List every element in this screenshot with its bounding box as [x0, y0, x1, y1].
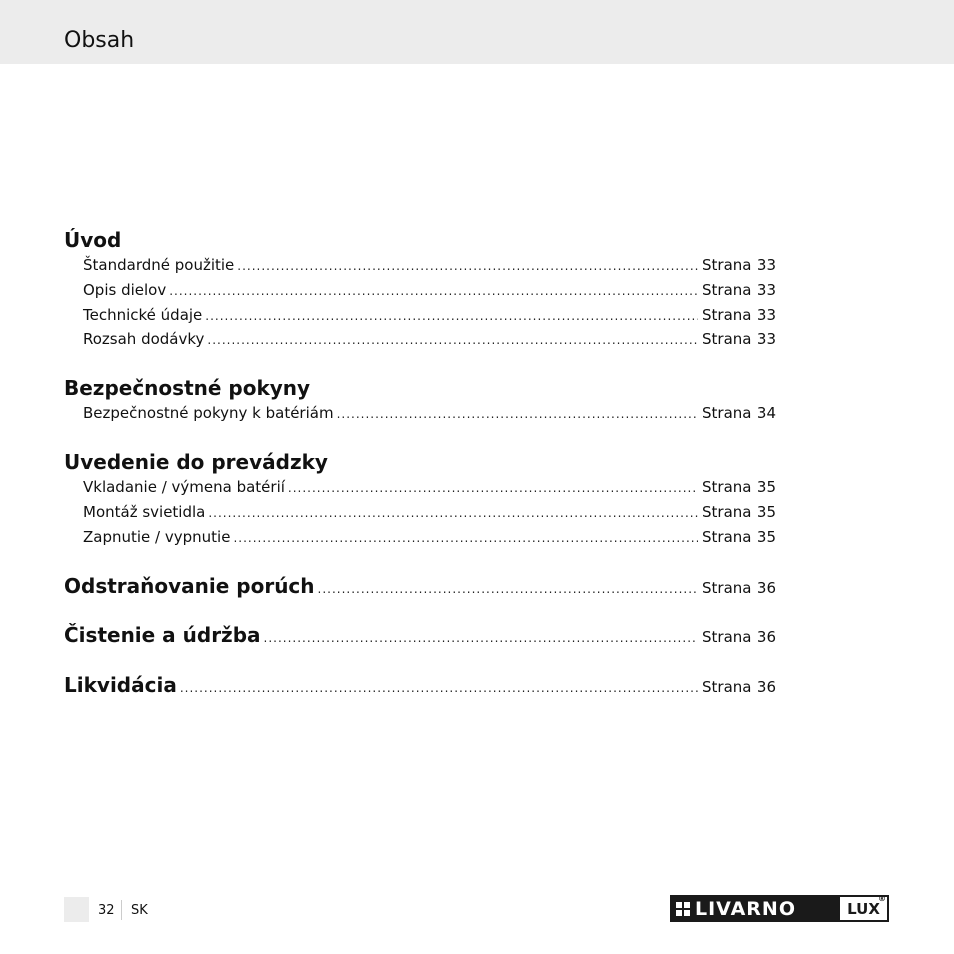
page-number: 36 — [756, 579, 776, 597]
toc-entry-title: Montáž svietidla — [83, 503, 206, 521]
page-number: 33 — [756, 256, 776, 274]
page-number: 33 — [756, 330, 776, 348]
logo-main-block — [670, 895, 840, 922]
toc-entry[interactable] — [83, 281, 776, 303]
strana-label: Strana — [702, 579, 752, 597]
dot-leader — [205, 309, 698, 323]
toc-entry-title: Bezpečnostné pokyny k batériám — [83, 404, 334, 422]
page-number: 35 — [756, 478, 776, 496]
dot-leader — [264, 631, 698, 645]
toc-main-entry[interactable] — [64, 673, 776, 695]
strana-label: Strana — [702, 528, 752, 546]
logo-text: LIVARNO — [695, 897, 796, 920]
page-number: 33 — [756, 306, 776, 324]
strana-label: Strana — [702, 404, 752, 422]
page-number: 35 — [756, 503, 776, 521]
toc-entry-title: Rozsah dodávky — [83, 330, 205, 348]
dot-leader — [169, 284, 698, 298]
dot-leader — [207, 333, 698, 347]
header-band — [0, 0, 954, 64]
page-number: 36 — [756, 628, 776, 646]
logo-squares-icon — [676, 902, 690, 916]
toc-entry-title: Zapnutie / vypnutie — [83, 528, 231, 546]
section-heading-uvedenie-do-prevadzky: Uvedenie do prevádzky — [64, 450, 328, 474]
toc-entry-title: Opis dielov — [83, 281, 167, 299]
footer-marker-box — [64, 897, 89, 922]
toc-entry-title: Technické údaje — [83, 306, 203, 324]
toc-main-entry[interactable] — [64, 574, 776, 596]
footer-page-number: 32 — [98, 903, 115, 918]
toc-entry[interactable] — [83, 306, 776, 328]
section-heading-bezpecnostne-pokyny: Bezpečnostné pokyny — [64, 376, 311, 400]
dot-leader — [180, 681, 698, 695]
toc-entry-title: Štandardné použitie — [83, 256, 235, 274]
dot-leader — [233, 531, 698, 545]
toc-entry[interactable] — [83, 256, 776, 278]
page-title: Obsah — [64, 28, 135, 53]
logo-lux-text: LUX — [847, 899, 880, 918]
section-heading-uvod: Úvod — [64, 228, 122, 252]
toc-entry[interactable] — [83, 478, 776, 500]
toc-entry[interactable] — [83, 404, 776, 426]
dot-leader — [288, 481, 698, 495]
dot-leader — [318, 582, 698, 596]
page-number: 34 — [756, 404, 776, 422]
strana-label: Strana — [702, 281, 752, 299]
toc-entry[interactable] — [83, 330, 776, 352]
toc-entry[interactable] — [83, 503, 776, 525]
strana-label: Strana — [702, 330, 752, 348]
toc-entry-title: Vkladanie / výmena batérií — [83, 478, 285, 496]
toc-main-entry-title: Odstraňovanie porúch — [64, 574, 315, 598]
strana-label: Strana — [702, 256, 752, 274]
footer-language-code: SK — [131, 903, 148, 918]
dot-leader — [337, 407, 698, 421]
dot-leader — [237, 259, 698, 273]
strana-label: Strana — [702, 478, 752, 496]
footer-divider — [121, 900, 122, 920]
toc-main-entry[interactable] — [64, 623, 776, 645]
registered-mark: ® — [878, 894, 886, 903]
toc-main-entry-title: Likvidácia — [64, 673, 177, 697]
livarno-lux-logo — [670, 895, 889, 922]
page-number: 35 — [756, 528, 776, 546]
logo-lux-block — [840, 895, 889, 922]
strana-label: Strana — [702, 503, 752, 521]
toc-main-entry-title: Čistenie a údržba — [64, 623, 261, 647]
page-number: 33 — [756, 281, 776, 299]
toc-entry[interactable] — [83, 528, 776, 550]
strana-label: Strana — [702, 306, 752, 324]
dot-leader — [208, 506, 698, 520]
page-number: 36 — [756, 678, 776, 696]
strana-label: Strana — [702, 678, 752, 696]
strana-label: Strana — [702, 628, 752, 646]
